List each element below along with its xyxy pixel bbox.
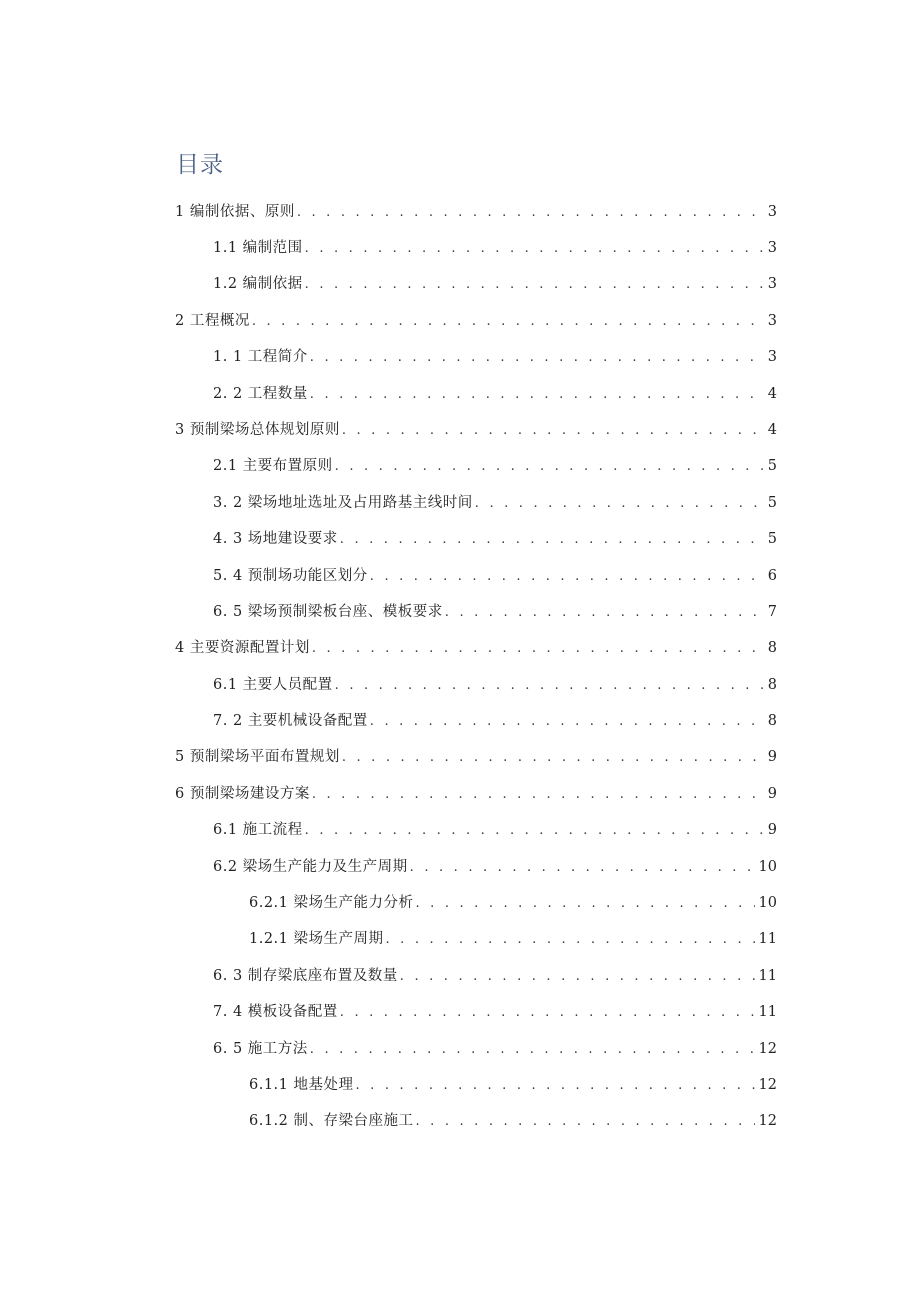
toc-entry[interactable] <box>213 962 777 986</box>
toc-entry-label: 3 预制梁场总体规划原则 <box>175 422 340 438</box>
toc-entry-page: 8 <box>767 677 777 693</box>
toc-leader <box>356 1077 755 1095</box>
toc-entry-label: 4 主要资源配置计划 <box>175 640 310 656</box>
toc-entry-label: 6. 5 施工方法 <box>213 1041 308 1057</box>
toc-entry-page: 10 <box>758 895 777 911</box>
toc-entry[interactable] <box>213 853 777 877</box>
toc-entry-label: 2.1 主要布置原则 <box>213 458 333 474</box>
toc-leader <box>312 786 764 804</box>
toc-leader <box>342 749 764 767</box>
toc-entry-page: 3 <box>767 276 777 292</box>
toc-leader <box>310 349 764 367</box>
toc-leader <box>340 531 764 549</box>
toc-entry-label: 7. 2 主要机械设备配置 <box>213 713 368 729</box>
toc-entry[interactable] <box>213 816 777 840</box>
toc-entry-label: 1.1 编制范围 <box>213 240 303 256</box>
toc-leader <box>310 1041 755 1059</box>
toc-entry-page: 12 <box>758 1077 777 1093</box>
toc-entry-page: 9 <box>767 822 777 838</box>
toc-entry-page: 5 <box>767 495 777 511</box>
toc-entry-label: 3. 2 梁场地址选址及占用路基主线时间 <box>213 495 473 511</box>
toc-entry-page: 11 <box>758 931 777 947</box>
toc-entry-page: 12 <box>758 1041 777 1057</box>
toc-entry[interactable] <box>213 562 777 586</box>
toc-entry-page: 4 <box>767 386 777 402</box>
toc-entry-page: 8 <box>767 713 777 729</box>
toc-title: 目录 <box>176 152 224 178</box>
toc-entry-page: 7 <box>767 604 777 620</box>
toc-entry[interactable] <box>249 925 777 949</box>
toc-leader <box>475 495 764 513</box>
toc-entry-page: 9 <box>767 786 777 802</box>
toc-entry-label: 6.1 主要人员配置 <box>213 677 333 693</box>
toc-leader <box>310 386 764 404</box>
toc-leader <box>410 859 755 877</box>
toc-entry[interactable] <box>213 1035 777 1059</box>
toc-leader <box>297 204 764 222</box>
toc-entry[interactable] <box>213 270 777 294</box>
toc-entry-page: 12 <box>758 1113 777 1129</box>
toc-entry[interactable] <box>213 343 777 367</box>
toc-entry-page: 11 <box>758 1004 777 1020</box>
toc-entry-label: 1.2.1 梁场生产周期 <box>249 931 384 947</box>
toc-entry[interactable] <box>249 889 777 913</box>
toc-leader <box>305 822 764 840</box>
toc-entry-label: 6.2 梁场生产能力及生产周期 <box>213 859 408 875</box>
toc-entry-label: 5 预制梁场平面布置规划 <box>175 749 340 765</box>
toc-entry-label: 1.2 编制依据 <box>213 276 303 292</box>
toc-entry[interactable] <box>175 743 777 767</box>
toc-entry[interactable] <box>175 416 777 440</box>
toc-leader <box>400 968 755 986</box>
toc-entry-page: 5 <box>767 531 777 547</box>
toc-entry[interactable] <box>213 380 777 404</box>
toc-leader <box>335 677 764 695</box>
toc-entry-page: 5 <box>767 458 777 474</box>
toc-entry-page: 8 <box>767 640 777 656</box>
toc-entry[interactable] <box>175 198 777 222</box>
toc-leader <box>305 276 764 294</box>
toc-entry[interactable] <box>249 1107 777 1131</box>
toc-entry-page: 3 <box>767 349 777 365</box>
toc-entry[interactable] <box>213 598 777 622</box>
toc-entry-page: 4 <box>767 422 777 438</box>
toc-entry-page: 6 <box>767 568 777 584</box>
toc-leader <box>335 458 764 476</box>
toc-entry-label: 6 预制梁场建设方案 <box>175 786 310 802</box>
toc-entry-label: 2 工程概况 <box>175 313 250 329</box>
toc-entry-label: 1 编制依据、原则 <box>175 204 295 220</box>
toc-entry-page: 3 <box>767 313 777 329</box>
toc-leader <box>342 422 764 440</box>
toc-entry-label: 6.1 施工流程 <box>213 822 303 838</box>
toc-leader <box>386 931 755 949</box>
toc-leader <box>340 1004 755 1022</box>
toc-leader <box>416 1113 755 1131</box>
toc-entry[interactable] <box>213 452 777 476</box>
toc-entry-label: 6. 5 梁场预制梁板台座、模板要求 <box>213 604 443 620</box>
toc-entry[interactable] <box>213 707 777 731</box>
toc-entry[interactable] <box>213 234 777 258</box>
toc-entry[interactable] <box>249 1071 777 1095</box>
toc-leader <box>305 240 764 258</box>
toc-leader <box>370 568 764 586</box>
toc-entry-label: 6. 3 制存梁底座布置及数量 <box>213 968 398 984</box>
toc-entry-label: 6.2.1 梁场生产能力分析 <box>249 895 414 911</box>
toc-leader <box>416 895 755 913</box>
toc-entry-page: 10 <box>758 859 777 875</box>
toc-entry-label: 4. 3 场地建设要求 <box>213 531 338 547</box>
toc-entry-label: 6.1.1 地基处理 <box>249 1077 354 1093</box>
toc-leader <box>370 713 764 731</box>
toc-entry-label: 1. 1 工程简介 <box>213 349 308 365</box>
toc-entry-page: 9 <box>767 749 777 765</box>
toc-entry-page: 3 <box>767 204 777 220</box>
toc-leader <box>312 640 764 658</box>
toc-leader <box>445 604 764 622</box>
toc-entry[interactable] <box>213 525 777 549</box>
toc-entry-label: 2. 2 工程数量 <box>213 386 308 402</box>
toc-entry[interactable] <box>175 780 777 804</box>
toc-entry[interactable] <box>175 307 777 331</box>
toc-entry[interactable] <box>213 489 777 513</box>
toc-entry-page: 3 <box>767 240 777 256</box>
toc-leader <box>252 313 764 331</box>
toc-entry[interactable] <box>175 634 777 658</box>
toc-entry-label: 5. 4 预制场功能区划分 <box>213 568 368 584</box>
toc-entry[interactable] <box>213 998 777 1022</box>
toc-entry[interactable] <box>213 671 777 695</box>
toc-entry-label: 7. 4 模板设备配置 <box>213 1004 338 1020</box>
toc-entry-page: 11 <box>758 968 777 984</box>
toc-entry-label: 6.1.2 制、存梁台座施工 <box>249 1113 414 1129</box>
